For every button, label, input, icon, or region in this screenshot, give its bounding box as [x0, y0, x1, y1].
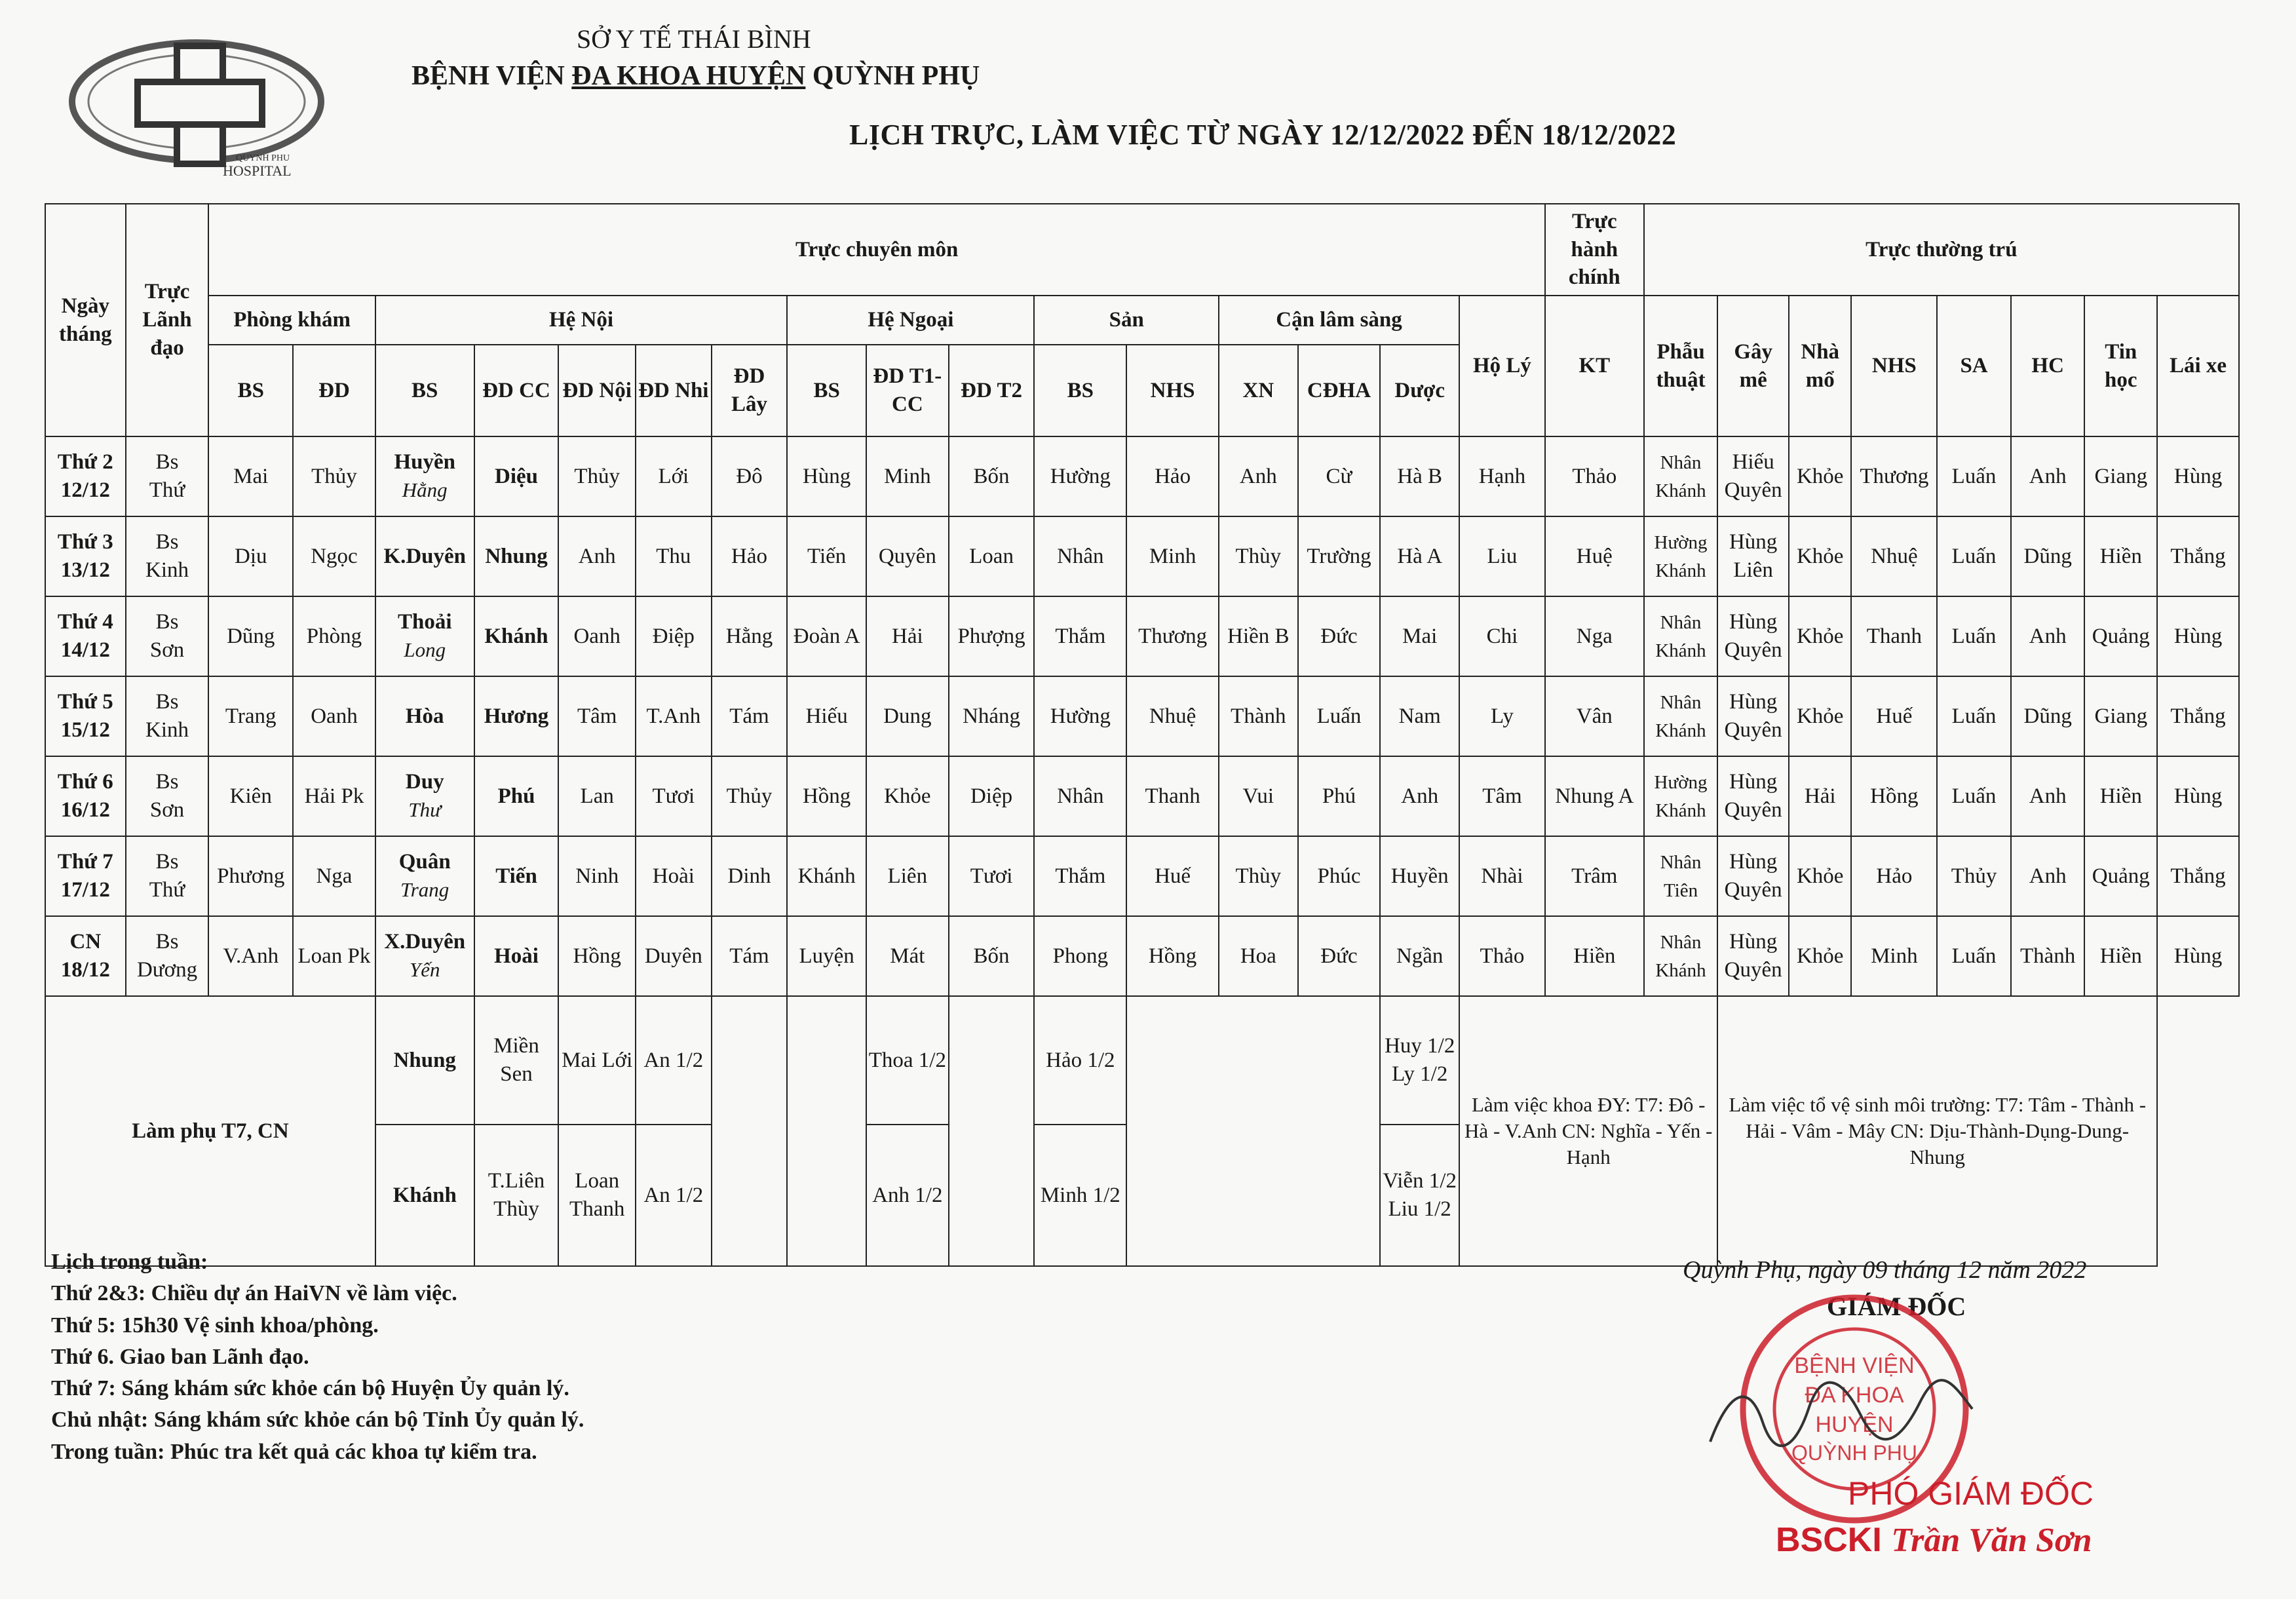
- table-cell: Nhung A: [1545, 756, 1644, 836]
- table-cell: Hoài: [636, 836, 712, 916]
- table-cell: Hường Khánh: [1644, 516, 1718, 596]
- table-cell: Hồng: [558, 916, 636, 996]
- header-kt: KT: [1545, 296, 1644, 436]
- table-cell: Hùng Quyên: [1717, 596, 1789, 676]
- table-cell: Dũng: [2011, 516, 2085, 596]
- table-cell: Dung: [866, 676, 949, 756]
- table-row: [45, 516, 2239, 596]
- header-truc-lanh-dao: Trực Lãnh đạo: [126, 204, 209, 436]
- table-cell: Khỏe: [1789, 436, 1852, 516]
- deputy-title: PHÓ GIÁM ĐỐC: [1848, 1475, 2094, 1512]
- table-cell: Luấn: [1937, 756, 2011, 836]
- table-row: [45, 676, 2239, 756]
- table-cell: Nhân Khánh: [1644, 596, 1718, 676]
- table-cell: Ngọc: [293, 516, 375, 596]
- day-cell: CN 18/12: [45, 916, 126, 996]
- table-cell: Nhung: [474, 516, 559, 596]
- table-cell: Hùng: [2157, 756, 2239, 836]
- table-cell: Ngần: [1380, 916, 1459, 996]
- table-cell: Hùng: [787, 436, 866, 516]
- extra-row-1: [45, 996, 2239, 1125]
- table-cell: Tám: [712, 676, 788, 756]
- table-cell: Mát: [866, 916, 949, 996]
- table-row: [45, 916, 2239, 996]
- table-row: [45, 436, 2239, 516]
- table-cell: Hảo: [1126, 436, 1219, 516]
- table-cell: Thủy: [712, 756, 788, 836]
- table-cell: Thanh: [1851, 596, 1937, 676]
- leader-cell: Bs Thứ: [126, 436, 209, 516]
- subheader-cell: CĐHA: [1298, 345, 1381, 436]
- table-cell: Hiền: [2084, 916, 2157, 996]
- table-cell: Cừ: [1298, 436, 1381, 516]
- table-cell: Diệu: [474, 436, 559, 516]
- org-hospital-name: BỆNH VIỆN ĐA KHOA HUYỆN QUỲNH PHỤ: [411, 61, 980, 91]
- subheader-cell: ĐD Lây: [712, 345, 788, 436]
- table-cell: Tiến: [474, 836, 559, 916]
- table-cell: Tâm: [558, 676, 636, 756]
- day-rows: [45, 436, 2239, 996]
- notes-item: Chủ nhật: Sáng khám sức khỏe cán bộ Tỉnh Ủy quản lý.: [51, 1408, 584, 1433]
- table-cell: Hường Khánh: [1644, 756, 1718, 836]
- extra-cell: Anh 1/2: [866, 1125, 949, 1266]
- subheader-cell: BS: [1034, 345, 1126, 436]
- subheader-cell: ĐD: [293, 345, 375, 436]
- leader-cell: Bs Thứ: [126, 836, 209, 916]
- table-cell: Hải Pk: [293, 756, 375, 836]
- subheader-cell: ĐD Nhi: [636, 345, 712, 436]
- table-cell: Thương: [1851, 436, 1937, 516]
- header-tin-hoc: Tin học: [2084, 296, 2157, 436]
- table-cell: X.Duyên Yến: [375, 916, 474, 996]
- table-cell: Hường: [1034, 436, 1126, 516]
- header-truc-thuong-tru: Trực thường trú: [1644, 204, 2239, 296]
- day-cell: Thứ 2 12/12: [45, 436, 126, 516]
- table-cell: Hà A: [1380, 516, 1459, 596]
- table-cell: Anh: [2011, 596, 2085, 676]
- table-cell: Phượng: [949, 596, 1035, 676]
- table-cell: Lan: [558, 756, 636, 836]
- table-cell: Thắm: [1034, 836, 1126, 916]
- table-cell: Thắng: [2157, 516, 2239, 596]
- header-nhs: NHS: [1851, 296, 1937, 436]
- svg-text:ĐA KHOA: ĐA KHOA: [1805, 1383, 1904, 1408]
- table-cell: Thủy: [558, 436, 636, 516]
- table-cell: Liu: [1459, 516, 1545, 596]
- table-cell: Hường: [1034, 676, 1126, 756]
- extra-cell: Miền Sen: [474, 996, 559, 1125]
- table-cell: Giang: [2084, 436, 2157, 516]
- table-cell: Luyện: [787, 916, 866, 996]
- extra-label: Làm phụ T7, CN: [45, 996, 375, 1266]
- table-cell: Nhuệ: [1126, 676, 1219, 756]
- table-cell: Nga: [1545, 596, 1644, 676]
- table-cell: Anh: [2011, 436, 2085, 516]
- subheader-cell: BS: [787, 345, 866, 436]
- table-cell: Luấn: [1937, 596, 2011, 676]
- table-cell: Thành: [2011, 916, 2085, 996]
- leader-cell: Bs Sơn: [126, 596, 209, 676]
- subheader-cell: ĐD CC: [474, 345, 559, 436]
- table-cell: Thủy: [293, 436, 375, 516]
- header-ngay-thang: Ngày tháng: [45, 204, 126, 436]
- table-cell: Anh: [2011, 836, 2085, 916]
- table-cell: Hùng Liên: [1717, 516, 1789, 596]
- extra-cell: An 1/2: [636, 1125, 712, 1266]
- table-cell: Hiền B: [1219, 596, 1298, 676]
- subheader-cell: ĐD Nội: [558, 345, 636, 436]
- table-cell: Khánh: [787, 836, 866, 916]
- table-cell: Mai: [1380, 596, 1459, 676]
- table-cell: Tươi: [636, 756, 712, 836]
- notes-item: Thứ 7: Sáng khám sức khỏe cán bộ Huyện Ủy quản lý.: [51, 1376, 569, 1401]
- table-cell: Thanh: [1126, 756, 1219, 836]
- table-cell: Hùng: [2157, 596, 2239, 676]
- header-can-lam-sang: Cận lâm sàng: [1219, 296, 1459, 345]
- notes-item: Thứ 6. Giao ban Lãnh đạo.: [51, 1344, 309, 1369]
- notes-item: Trong tuần: Phúc tra kết quả các khoa tự kiểm tra.: [51, 1439, 537, 1464]
- table-cell: Trâm: [1545, 836, 1644, 916]
- table-cell: Minh: [866, 436, 949, 516]
- table-cell: Quân Trang: [375, 836, 474, 916]
- duty-schedule-table: [45, 203, 2240, 1267]
- header-ho-ly: Hộ Lý: [1459, 296, 1545, 436]
- table-cell: Anh: [1219, 436, 1298, 516]
- table-cell: Diệp: [949, 756, 1035, 836]
- table-cell: Thu: [636, 516, 712, 596]
- table-cell: K.Duyên: [375, 516, 474, 596]
- table-cell: Đức: [1298, 916, 1381, 996]
- table-cell: Điệp: [636, 596, 712, 676]
- table-cell: Hùng Quyên: [1717, 676, 1789, 756]
- extra-cell: Loan Thanh: [558, 1125, 636, 1266]
- table-cell: Quyên: [866, 516, 949, 596]
- table-cell: Tươi: [949, 836, 1035, 916]
- table-cell: Huyền: [1380, 836, 1459, 916]
- table-cell: Chi: [1459, 596, 1545, 676]
- table-cell: Giang: [2084, 676, 2157, 756]
- table-cell: Khỏe: [1789, 596, 1852, 676]
- table-cell: Nam: [1380, 676, 1459, 756]
- table-cell: Thảo: [1459, 916, 1545, 996]
- table-row: [45, 756, 2239, 836]
- header-he-ngoai: Hệ Ngoại: [787, 296, 1034, 345]
- extra-cell-empty: [787, 996, 866, 1266]
- header-hc: HC: [2011, 296, 2085, 436]
- subheader-cell: BS: [208, 345, 293, 436]
- table-cell: Trang: [208, 676, 293, 756]
- table-cell: Thùy: [1219, 516, 1298, 596]
- page-title: LỊCH TRỰC, LÀM VIỆC TỪ NGÀY 12/12/2022 ĐẾN 18/12/2022: [849, 119, 1677, 151]
- table-cell: Khỏe: [1789, 836, 1852, 916]
- table-cell: Anh: [558, 516, 636, 596]
- table-cell: Tám: [712, 916, 788, 996]
- table-cell: Hiền: [2084, 756, 2157, 836]
- table-cell: Bốn: [949, 436, 1035, 516]
- extra-cell: Hảo 1/2: [1034, 996, 1126, 1125]
- extra-tt-note: Làm việc tổ vệ sinh môi trường: T7: Tâm - Thành - Hải - Vâm - Mây CN: Dịu-Thành-Dụng-Dung-Nhung: [1717, 996, 2157, 1266]
- table-cell: Bốn: [949, 916, 1035, 996]
- table-cell: Phương: [208, 836, 293, 916]
- table-cell: Khánh: [474, 596, 559, 676]
- table-cell: Quảng: [2084, 836, 2157, 916]
- extra-cell: Nhung: [375, 996, 474, 1125]
- table-cell: Dũng: [208, 596, 293, 676]
- table-cell: Hiếu Quyên: [1717, 436, 1789, 516]
- table-cell: Luấn: [1937, 516, 2011, 596]
- weekly-notes: [51, 1246, 584, 1468]
- table-cell: Thảo: [1545, 436, 1644, 516]
- table-cell: Minh: [1851, 916, 1937, 996]
- header-sa: SA: [1937, 296, 2011, 436]
- sign-title: GIÁM ĐỐC: [1827, 1292, 1966, 1321]
- logo-text-line2: HOSPITAL: [223, 163, 292, 179]
- table-cell: Phong: [1034, 916, 1126, 996]
- table-cell: T.Anh: [636, 676, 712, 756]
- signature-scribble-icon: [1704, 1363, 1979, 1461]
- extra-cell: An 1/2: [636, 996, 712, 1125]
- extra-cell-empty: [1126, 996, 1380, 1266]
- extra-cell: Thoa 1/2: [866, 996, 949, 1125]
- logo-text-line1: QUYNH PHU: [236, 153, 290, 163]
- table-cell: Hoài: [474, 916, 559, 996]
- signer-name: BSCKI Trần Văn Sơn: [1776, 1521, 2092, 1559]
- table-cell: Thắm: [1034, 596, 1126, 676]
- extra-cell: Viễn 1/2 Liu 1/2: [1380, 1125, 1459, 1266]
- table-cell: Loan: [949, 516, 1035, 596]
- table-cell: Hòa: [375, 676, 474, 756]
- table-cell: Hùng Quyên: [1717, 756, 1789, 836]
- table-cell: Nhân: [1034, 756, 1126, 836]
- table-cell: Nhài: [1459, 836, 1545, 916]
- table-cell: Hùng: [2157, 436, 2239, 516]
- header-truc-hanh-chinh: Trực hành chính: [1545, 204, 1644, 296]
- subheader-cell: BS: [375, 345, 474, 436]
- extra-cell: T.Liên Thùy: [474, 1125, 559, 1266]
- table-cell: Hiếu: [787, 676, 866, 756]
- extra-cell-empty: [949, 996, 1035, 1266]
- table-cell: Hiền: [1545, 916, 1644, 996]
- table-cell: Hằng: [712, 596, 788, 676]
- table-cell: Huyền Hằng: [375, 436, 474, 516]
- subheader-cell: XN: [1219, 345, 1298, 436]
- svg-text:HUYỆN: HUYỆN: [1815, 1412, 1894, 1437]
- leader-cell: Bs Kinh: [126, 676, 209, 756]
- table-cell: Duy Thư: [375, 756, 474, 836]
- day-cell: Thứ 3 13/12: [45, 516, 126, 596]
- table-cell: Hùng Quyên: [1717, 836, 1789, 916]
- table-cell: Hà B: [1380, 436, 1459, 516]
- table-cell: Loan Pk: [293, 916, 375, 996]
- day-cell: Thứ 5 15/12: [45, 676, 126, 756]
- table-cell: Anh: [1380, 756, 1459, 836]
- table-cell: Khỏe: [1789, 516, 1852, 596]
- table-cell: Hồng: [1851, 756, 1937, 836]
- table-cell: Luấn: [1937, 916, 2011, 996]
- extra-cell: Minh 1/2: [1034, 1125, 1126, 1266]
- extra-cell: Huy 1/2 Ly 1/2: [1380, 996, 1459, 1125]
- table-cell: Nhân Khánh: [1644, 676, 1718, 756]
- table-cell: Liên: [866, 836, 949, 916]
- table-row: [45, 836, 2239, 916]
- notes-item: Thứ 2&3: Chiều dự án HaiVN về làm việc.: [51, 1281, 457, 1306]
- table-cell: Dinh: [712, 836, 788, 916]
- table-cell: Quảng: [2084, 596, 2157, 676]
- table-cell: Thành: [1219, 676, 1298, 756]
- table-cell: Nháng: [949, 676, 1035, 756]
- table-cell: Tiến: [787, 516, 866, 596]
- table-cell: Thủy: [1937, 836, 2011, 916]
- table-cell: Nhân Khánh: [1644, 436, 1718, 516]
- table-cell: Huệ: [1545, 516, 1644, 596]
- table-cell: Ninh: [558, 836, 636, 916]
- table-row: [45, 596, 2239, 676]
- table-cell: Luấn: [1298, 676, 1381, 756]
- table-cell: Duyên: [636, 916, 712, 996]
- day-cell: Thứ 4 14/12: [45, 596, 126, 676]
- table-cell: Phúc: [1298, 836, 1381, 916]
- table-cell: Hương: [474, 676, 559, 756]
- extra-cell: Mai Lới: [558, 996, 636, 1125]
- table-cell: Đô: [712, 436, 788, 516]
- table-cell: Khỏe: [1789, 676, 1852, 756]
- table-cell: Huế: [1126, 836, 1219, 916]
- table-cell: Huế: [1851, 676, 1937, 756]
- table-cell: Vân: [1545, 676, 1644, 756]
- table-cell: Phú: [1298, 756, 1381, 836]
- header-gay-me: Gây mê: [1717, 296, 1789, 436]
- svg-text:BỆNH VIỆN: BỆNH VIỆN: [1794, 1353, 1915, 1378]
- table-cell: Thùy: [1219, 836, 1298, 916]
- table-cell: Thương: [1126, 596, 1219, 676]
- table-cell: Mai: [208, 436, 293, 516]
- header-lai-xe: Lái xe: [2157, 296, 2239, 436]
- table-cell: Vui: [1219, 756, 1298, 836]
- table-cell: Anh: [2011, 756, 2085, 836]
- table-cell: Thắng: [2157, 836, 2239, 916]
- table-cell: Hồng: [1126, 916, 1219, 996]
- extra-kt-note: Làm việc khoa ĐY: T7: Đô - Hà - V.Anh CN: Nghĩa - Yến - Hạnh: [1459, 996, 1717, 1266]
- table-cell: Hồng: [787, 756, 866, 836]
- subheader-cell: NHS: [1126, 345, 1219, 436]
- table-cell: Phòng: [293, 596, 375, 676]
- table-cell: Khỏe: [866, 756, 949, 836]
- table-cell: Minh: [1126, 516, 1219, 596]
- table-cell: Tâm: [1459, 756, 1545, 836]
- extra-cell: Khánh: [375, 1125, 474, 1266]
- table-cell: Phú: [474, 756, 559, 836]
- table-cell: Nhân Tiên: [1644, 836, 1718, 916]
- svg-text:QUỲNH PHỤ: QUỲNH PHỤ: [1791, 1441, 1918, 1465]
- subheader-cell: ĐD T2: [949, 345, 1035, 436]
- table-cell: Oanh: [558, 596, 636, 676]
- day-cell: Thứ 7 17/12: [45, 836, 126, 916]
- table-cell: Ly: [1459, 676, 1545, 756]
- table-cell: Luấn: [1937, 436, 2011, 516]
- table-cell: Hảo: [1851, 836, 1937, 916]
- table-cell: Đức: [1298, 596, 1381, 676]
- table-cell: Nga: [293, 836, 375, 916]
- table-cell: Kiên: [208, 756, 293, 836]
- hospital-logo-icon: [66, 26, 341, 183]
- subheader-cell: Dược: [1380, 345, 1459, 436]
- table-cell: Trường: [1298, 516, 1381, 596]
- extra-cell-empty: [712, 996, 788, 1266]
- leader-cell: Bs Kinh: [126, 516, 209, 596]
- header-san: Sản: [1034, 296, 1219, 345]
- header-he-noi: Hệ Nội: [375, 296, 788, 345]
- table-cell: V.Anh: [208, 916, 293, 996]
- table-cell: Dũng: [2011, 676, 2085, 756]
- header-nha-mo: Nhà mổ: [1789, 296, 1852, 436]
- table-cell: Hảo: [712, 516, 788, 596]
- table-cell: Khỏe: [1789, 916, 1852, 996]
- subheader-cell: ĐD T1-CC: [866, 345, 949, 436]
- header-truc-chuyen-mon: Trực chuyên môn: [208, 204, 1544, 296]
- table-cell: Lới: [636, 436, 712, 516]
- sign-place-date: Quỳnh Phụ, ngày 09 tháng 12 năm 2022: [1683, 1256, 2087, 1284]
- table-cell: Hạnh: [1459, 436, 1545, 516]
- notes-title: Lịch trong tuần:: [51, 1250, 208, 1274]
- table-cell: Thắng: [2157, 676, 2239, 756]
- table-cell: Nhân Khánh: [1644, 916, 1718, 996]
- day-cell: Thứ 6 16/12: [45, 756, 126, 836]
- table-cell: Hiền: [2084, 516, 2157, 596]
- leader-cell: Bs Sơn: [126, 756, 209, 836]
- header-phau-thuat: Phẫu thuật: [1644, 296, 1718, 436]
- table-cell: Dịu: [208, 516, 293, 596]
- org-department: SỞ Y TẾ THÁI BÌNH: [577, 24, 811, 54]
- table-cell: Hải: [1789, 756, 1852, 836]
- table-cell: Oanh: [293, 676, 375, 756]
- table-cell: Hùng: [2157, 916, 2239, 996]
- table-cell: Hoa: [1219, 916, 1298, 996]
- header-phong-kham: Phòng khám: [208, 296, 375, 345]
- table-cell: Nhuệ: [1851, 516, 1937, 596]
- table-cell: Nhân: [1034, 516, 1126, 596]
- table-cell: Đoàn A: [787, 596, 866, 676]
- table-cell: Hùng Quyên: [1717, 916, 1789, 996]
- leader-cell: Bs Dương: [126, 916, 209, 996]
- table-cell: Hải: [866, 596, 949, 676]
- table-cell: Luấn: [1937, 676, 2011, 756]
- notes-item: Thứ 5: 15h30 Vệ sinh khoa/phòng.: [51, 1313, 379, 1338]
- table-cell: Thoải Long: [375, 596, 474, 676]
